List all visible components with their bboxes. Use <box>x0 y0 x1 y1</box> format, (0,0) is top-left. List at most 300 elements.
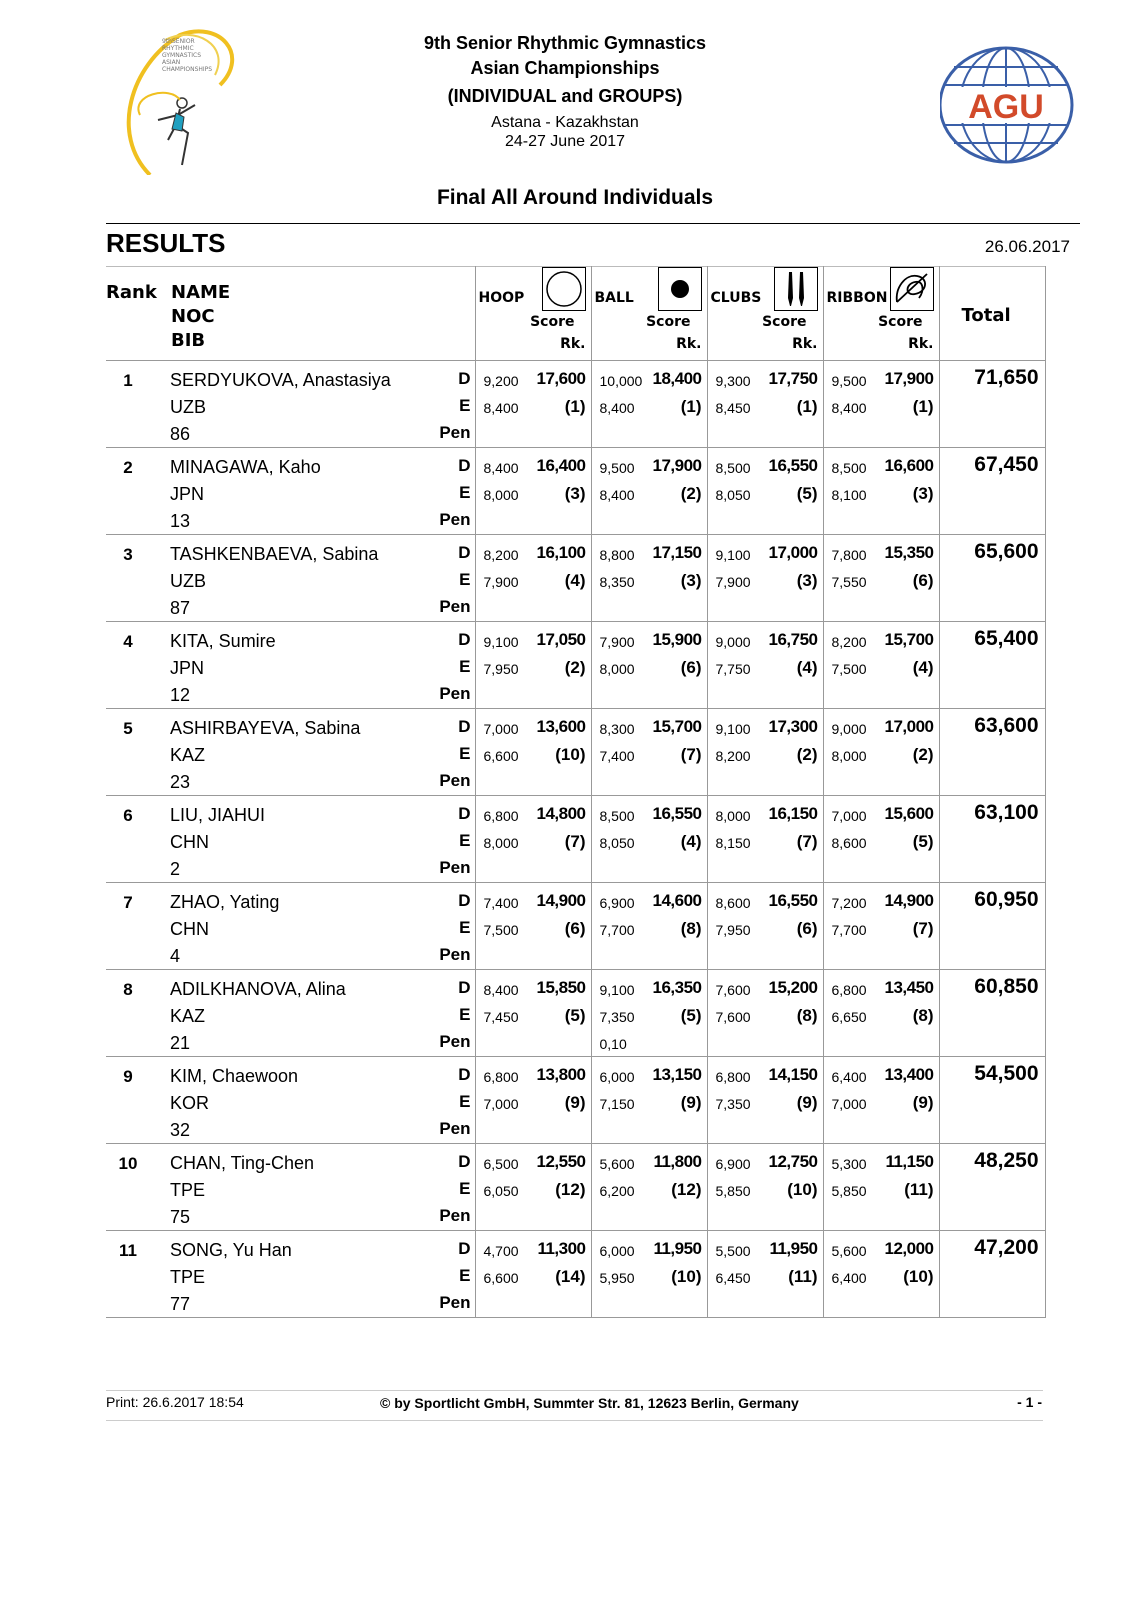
final-score: 15,600 <box>884 804 934 823</box>
d-score: 9,100 <box>715 547 751 563</box>
clubs-score-cell <box>707 883 823 970</box>
final-score: 16,350 <box>652 978 702 997</box>
d-score: 6,400 <box>831 1069 867 1085</box>
apparatus-rank: (11) <box>788 1267 818 1286</box>
apparatus-rank: (4) <box>912 658 934 677</box>
total-score: 54,500 <box>974 1062 1039 1085</box>
athlete-row <box>106 535 1045 622</box>
e-score: 8,400 <box>599 400 635 416</box>
e-label: E <box>459 1179 471 1198</box>
apparatus-rank: (3) <box>912 484 934 503</box>
total-score: 71,650 <box>974 366 1039 389</box>
e-score: 8,100 <box>831 487 867 503</box>
ribbon-score-cell <box>823 1144 939 1231</box>
final-score: 14,600 <box>652 891 702 910</box>
rank-subheader: Rk. <box>560 336 586 352</box>
athlete-info-cell <box>106 448 475 535</box>
athlete-name: CHAN, Ting-Chen <box>170 1153 315 1173</box>
hoop-score-cell <box>475 448 591 535</box>
apparatus-rank: (5) <box>912 832 934 851</box>
clubs-header: CLUBS <box>710 290 762 306</box>
athlete-row <box>106 970 1045 1057</box>
event-location: Astana - Kazakhstan <box>491 114 639 131</box>
final-score: 15,700 <box>652 717 702 736</box>
apparatus-rank: (8) <box>912 1006 934 1025</box>
pen-label: Pen <box>439 1206 471 1225</box>
clubs-score-cell <box>707 709 823 796</box>
d-score: 9,000 <box>831 721 867 737</box>
d-score: 6,900 <box>599 895 635 911</box>
final-score: 16,750 <box>768 630 818 649</box>
total-score: 65,400 <box>974 627 1039 650</box>
total-cell <box>939 883 1045 970</box>
d-label: D <box>458 369 471 388</box>
d-score: 9,100 <box>483 634 519 650</box>
final-score: 16,150 <box>768 804 818 823</box>
athlete-row <box>106 796 1045 883</box>
ball-icon <box>658 267 702 311</box>
athlete-row <box>106 709 1045 796</box>
score-header: Score <box>762 314 807 330</box>
total-cell <box>939 622 1045 709</box>
athlete-name: ASHIRBAYEVA, Sabina <box>170 718 361 738</box>
athlete-rank: 7 <box>123 893 133 912</box>
apparatus-rank: (11) <box>904 1180 934 1199</box>
athlete-rank: 2 <box>123 458 133 477</box>
ball-score-cell <box>591 1231 707 1318</box>
final-score: 16,400 <box>536 456 586 475</box>
e-label: E <box>459 396 471 415</box>
e-score: 8,400 <box>483 400 519 416</box>
athlete-name: TASHKENBAEVA, Sabina <box>170 544 379 564</box>
final-score: 17,900 <box>652 456 702 475</box>
total-score: 63,100 <box>974 801 1039 824</box>
athlete-name: SERDYUKOVA, Anastasiya <box>170 370 391 390</box>
ball-score-cell <box>591 796 707 883</box>
athlete-name: ZHAO, Yating <box>170 892 280 912</box>
d-score: 6,900 <box>715 1156 751 1172</box>
athlete-name: KITA, Sumire <box>170 631 276 651</box>
ball-score-cell <box>591 448 707 535</box>
ribbon-score-cell <box>823 883 939 970</box>
ribbon-score-cell <box>823 709 939 796</box>
d-score: 7,900 <box>599 634 635 650</box>
header-total-cell <box>939 267 1045 361</box>
e-score: 6,600 <box>483 748 519 764</box>
pen-label: Pen <box>439 1293 471 1312</box>
athlete-rank: 3 <box>123 545 133 564</box>
d-score: 6,000 <box>599 1243 635 1259</box>
apparatus-rank: (1) <box>796 397 818 416</box>
athlete-row <box>106 1057 1045 1144</box>
total-cell <box>939 448 1045 535</box>
clubs-score-cell <box>707 448 823 535</box>
e-label: E <box>459 1005 471 1024</box>
final-score: 17,600 <box>536 369 586 388</box>
e-score: 7,400 <box>599 748 635 764</box>
final-score: 12,550 <box>536 1152 586 1171</box>
athlete-name: SONG, Yu Han <box>170 1240 292 1260</box>
final-score: 14,150 <box>768 1065 818 1084</box>
final-score: 11,950 <box>769 1239 818 1258</box>
footer-divider <box>106 1420 1043 1421</box>
final-score: 18,400 <box>652 369 702 388</box>
apparatus-rank: (4) <box>796 658 818 677</box>
d-label: D <box>458 1239 471 1258</box>
apparatus-rank: (10) <box>671 1267 702 1286</box>
d-score: 5,300 <box>831 1156 867 1172</box>
athlete-info-cell <box>106 622 475 709</box>
apparatus-rank: (8) <box>680 919 702 938</box>
athlete-name: KIM, Chaewoon <box>170 1066 299 1086</box>
athlete-row <box>106 883 1045 970</box>
score-header: Score <box>646 314 691 330</box>
rank-subheader: Rk. <box>908 336 934 352</box>
d-score: 8,300 <box>599 721 635 737</box>
apparatus-rank: (1) <box>680 397 702 416</box>
athlete-name: MINAGAWA, Kaho <box>170 457 321 477</box>
apparatus-rank: (9) <box>912 1093 934 1112</box>
athlete-noc: KAZ <box>170 745 206 765</box>
athlete-bib: 2 <box>170 859 181 879</box>
apparatus-rank: (1) <box>564 397 586 416</box>
e-score: 7,500 <box>831 661 867 677</box>
d-score: 9,000 <box>715 634 751 650</box>
athlete-info-cell <box>106 361 475 448</box>
e-score: 7,350 <box>715 1096 751 1112</box>
bib-header: BIB <box>171 330 206 351</box>
final-score: 17,000 <box>884 717 934 736</box>
pen-label: Pen <box>439 597 471 616</box>
athlete-row <box>106 448 1045 535</box>
pen-label: Pen <box>439 423 471 442</box>
hoop-score-cell <box>475 1144 591 1231</box>
final-score: 17,750 <box>768 369 818 388</box>
apparatus-rank: (3) <box>796 571 818 590</box>
total-score: 60,950 <box>974 888 1039 911</box>
athlete-bib: 75 <box>170 1207 191 1227</box>
final-score: 12,750 <box>768 1152 818 1171</box>
d-score: 7,800 <box>831 547 867 563</box>
ribbon-score-cell <box>823 796 939 883</box>
d-score: 8,500 <box>831 460 867 476</box>
athlete-row <box>106 361 1045 448</box>
d-label: D <box>458 891 471 910</box>
athlete-info-cell <box>106 1144 475 1231</box>
final-score: 11,150 <box>885 1152 934 1171</box>
e-score: 7,700 <box>831 922 867 938</box>
ball-score-cell <box>591 970 707 1057</box>
athlete-rank: 1 <box>123 371 133 390</box>
total-cell <box>939 361 1045 448</box>
e-score: 7,600 <box>715 1009 751 1025</box>
d-score: 5,600 <box>831 1243 867 1259</box>
e-score: 6,650 <box>831 1009 867 1025</box>
final-score: 16,100 <box>536 543 586 562</box>
d-score: 10,000 <box>599 373 643 389</box>
d-score: 8,400 <box>483 460 519 476</box>
d-score: 8,200 <box>483 547 519 563</box>
results-body <box>106 361 1045 1318</box>
results-heading: RESULTS <box>106 228 226 258</box>
e-score: 8,150 <box>715 835 751 851</box>
d-score: 6,800 <box>831 982 867 998</box>
d-score: 8,800 <box>599 547 635 563</box>
results-table <box>106 266 1046 1318</box>
clubs-score-cell <box>707 535 823 622</box>
d-score: 8,200 <box>831 634 867 650</box>
e-score: 7,550 <box>831 574 867 590</box>
athlete-noc: KOR <box>170 1093 210 1113</box>
name-header: NAME <box>171 282 231 303</box>
apparatus-rank: (3) <box>680 571 702 590</box>
d-score: 6,800 <box>715 1069 751 1085</box>
final-score: 16,550 <box>768 456 818 475</box>
final-score: 13,450 <box>884 978 934 997</box>
e-score: 8,050 <box>599 835 635 851</box>
d-score: 6,800 <box>483 1069 519 1085</box>
apparatus-rank: (7) <box>796 832 818 851</box>
apparatus-rank: (10) <box>787 1180 818 1199</box>
d-score: 9,500 <box>831 373 867 389</box>
total-cell <box>939 1144 1045 1231</box>
ball-score-cell <box>591 883 707 970</box>
e-score: 8,000 <box>483 835 519 851</box>
athlete-noc: TPE <box>170 1267 206 1287</box>
athlete-bib: 12 <box>170 685 191 705</box>
total-score: 67,450 <box>974 453 1039 476</box>
rank-header: Rank <box>106 282 157 303</box>
ribbon-score-cell <box>823 970 939 1057</box>
athlete-bib: 4 <box>170 946 181 966</box>
apparatus-rank: (4) <box>680 832 702 851</box>
e-score: 7,750 <box>715 661 751 677</box>
hoop-header: HOOP <box>478 290 525 306</box>
d-score: 6,800 <box>483 808 519 824</box>
header-ball-cell <box>591 267 707 361</box>
apparatus-rank: (5) <box>564 1006 586 1025</box>
final-score: 14,800 <box>536 804 586 823</box>
total-header: Total <box>961 305 1011 326</box>
rank-subheader: Rk. <box>676 336 702 352</box>
total-score: 65,600 <box>974 540 1039 563</box>
d-score: 5,600 <box>599 1156 635 1172</box>
apparatus-rank: (3) <box>564 484 586 503</box>
clubs-icon <box>774 267 818 311</box>
e-label: E <box>459 918 471 937</box>
clubs-score-cell <box>707 1231 823 1318</box>
athlete-rank: 8 <box>123 980 133 999</box>
ball-score-cell <box>591 361 707 448</box>
d-score: 7,000 <box>831 808 867 824</box>
apparatus-rank: (6) <box>796 919 818 938</box>
athlete-info-cell <box>106 709 475 796</box>
e-score: 7,500 <box>483 922 519 938</box>
athlete-rank: 11 <box>119 1241 137 1260</box>
logo-text-line: ASIAN <box>162 59 181 66</box>
final-score: 15,350 <box>884 543 934 562</box>
total-cell <box>939 796 1045 883</box>
header-divider <box>106 223 1080 224</box>
final-score: 17,900 <box>884 369 934 388</box>
noc-header: NOC <box>171 306 215 327</box>
final-score: 12,000 <box>884 1239 934 1258</box>
e-score: 8,400 <box>599 487 635 503</box>
apparatus-rank: (14) <box>555 1267 586 1286</box>
final-score: 15,700 <box>884 630 934 649</box>
header-ribbon-cell <box>823 267 939 361</box>
clubs-score-cell <box>707 1144 823 1231</box>
e-label: E <box>459 831 471 850</box>
header-hoop-cell <box>475 267 591 361</box>
d-label: D <box>458 456 471 475</box>
ribbon-score-cell <box>823 361 939 448</box>
penalty: 0,10 <box>599 1036 627 1052</box>
d-score: 6,500 <box>483 1156 519 1172</box>
hoop-score-cell <box>475 883 591 970</box>
event-dates: 24-27 June 2017 <box>504 133 626 150</box>
e-score: 7,950 <box>483 661 519 677</box>
total-score: 60,850 <box>974 975 1039 998</box>
e-score: 8,350 <box>599 574 635 590</box>
e-score: 6,050 <box>483 1183 519 1199</box>
apparatus-rank: (2) <box>796 745 818 764</box>
pen-label: Pen <box>439 1119 471 1138</box>
athlete-info-cell <box>106 1231 475 1318</box>
header-clubs-cell <box>707 267 823 361</box>
ball-score-cell <box>591 1144 707 1231</box>
final-score: 13,600 <box>536 717 586 736</box>
athlete-bib: 21 <box>170 1033 191 1053</box>
print-timestamp: Print: 26.6.2017 18:54 <box>106 1394 244 1410</box>
table-header-row <box>106 267 1045 361</box>
apparatus-rank: (10) <box>555 745 586 764</box>
clubs-score-cell <box>707 1057 823 1144</box>
e-score: 7,000 <box>831 1096 867 1112</box>
d-label: D <box>458 978 471 997</box>
apparatus-rank: (10) <box>903 1267 934 1286</box>
clubs-score-cell <box>707 622 823 709</box>
apparatus-rank: (12) <box>671 1180 702 1199</box>
d-score: 9,500 <box>599 460 635 476</box>
score-header: Score <box>530 314 575 330</box>
apparatus-rank: (1) <box>912 397 934 416</box>
e-score: 7,950 <box>715 922 751 938</box>
apparatus-rank: (8) <box>796 1006 818 1025</box>
athlete-row <box>106 1231 1045 1318</box>
athlete-row <box>106 1144 1045 1231</box>
athlete-noc: JPN <box>170 484 205 504</box>
ribbon-score-cell <box>823 1231 939 1318</box>
e-score: 8,600 <box>831 835 867 851</box>
apparatus-rank: (7) <box>680 745 702 764</box>
d-score: 7,600 <box>715 982 751 998</box>
final-score: 11,950 <box>653 1239 702 1258</box>
total-cell <box>939 535 1045 622</box>
apparatus-rank: (5) <box>680 1006 702 1025</box>
d-label: D <box>458 543 471 562</box>
event-title-line: Asian Championships <box>470 58 660 78</box>
e-score: 5,850 <box>831 1183 867 1199</box>
e-score: 5,950 <box>599 1270 635 1286</box>
e-score: 8,000 <box>483 487 519 503</box>
apparatus-rank: (9) <box>680 1093 702 1112</box>
e-score: 8,000 <box>831 748 867 764</box>
e-score: 7,450 <box>483 1009 519 1025</box>
athlete-rank: 9 <box>123 1067 133 1086</box>
e-score: 6,450 <box>715 1270 751 1286</box>
ball-header: BALL <box>594 290 634 306</box>
ribbon-score-cell <box>823 535 939 622</box>
e-score: 7,150 <box>599 1096 635 1112</box>
d-score: 9,100 <box>715 721 751 737</box>
event-title-line: (INDIVIDUAL and GROUPS) <box>447 86 683 106</box>
final-score: 16,600 <box>884 456 934 475</box>
apparatus-rank: (7) <box>564 832 586 851</box>
final-score: 17,300 <box>768 717 818 736</box>
clubs-score-cell <box>707 970 823 1057</box>
ball-score-cell <box>591 709 707 796</box>
athlete-info-cell <box>106 796 475 883</box>
clubs-score-cell <box>707 796 823 883</box>
athlete-info-cell <box>106 970 475 1057</box>
athlete-rank: 5 <box>123 719 133 738</box>
apparatus-rank: (7) <box>912 919 934 938</box>
athlete-noc: UZB <box>170 397 206 417</box>
e-score: 8,450 <box>715 400 751 416</box>
final-score: 16,550 <box>652 804 702 823</box>
athlete-bib: 87 <box>170 598 191 618</box>
apparatus-rank: (12) <box>555 1180 586 1199</box>
ribbon-score-cell <box>823 448 939 535</box>
pen-label: Pen <box>439 510 471 529</box>
results-date: 26.06.2017 <box>984 237 1070 256</box>
document-header <box>0 0 1130 258</box>
final-score: 16,550 <box>768 891 818 910</box>
d-score: 5,500 <box>715 1243 751 1259</box>
e-score: 8,200 <box>715 748 751 764</box>
hoop-score-cell <box>475 622 591 709</box>
total-cell <box>939 1231 1045 1318</box>
final-score: 17,000 <box>768 543 818 562</box>
pen-label: Pen <box>439 771 471 790</box>
athlete-bib: 23 <box>170 772 191 792</box>
athlete-rank: 4 <box>123 632 133 651</box>
final-score: 17,150 <box>652 543 702 562</box>
hoop-score-cell <box>475 1231 591 1318</box>
apparatus-rank: (6) <box>564 919 586 938</box>
d-score: 9,200 <box>483 373 519 389</box>
d-score: 7,200 <box>831 895 867 911</box>
final-score: 13,800 <box>536 1065 586 1084</box>
apparatus-rank: (5) <box>796 484 818 503</box>
logo-text-line: RHYTHMIC <box>162 45 194 52</box>
final-score: 13,400 <box>884 1065 934 1084</box>
e-score: 8,050 <box>715 487 751 503</box>
final-score: 11,300 <box>537 1239 586 1258</box>
athlete-info-cell <box>106 883 475 970</box>
e-label: E <box>459 657 471 676</box>
clubs-score-cell <box>707 361 823 448</box>
e-score: 7,900 <box>483 574 519 590</box>
e-score: 7,700 <box>599 922 635 938</box>
athlete-bib: 13 <box>170 511 191 531</box>
apparatus-rank: (6) <box>912 571 934 590</box>
e-score: 7,900 <box>715 574 751 590</box>
athlete-bib: 77 <box>170 1294 191 1314</box>
copyright-notice: © by Sportlicht GmbH, Summter Str. 81, 12623 Berlin, Germany <box>380 1395 799 1411</box>
agu-logo-text: AGU <box>968 88 1044 126</box>
